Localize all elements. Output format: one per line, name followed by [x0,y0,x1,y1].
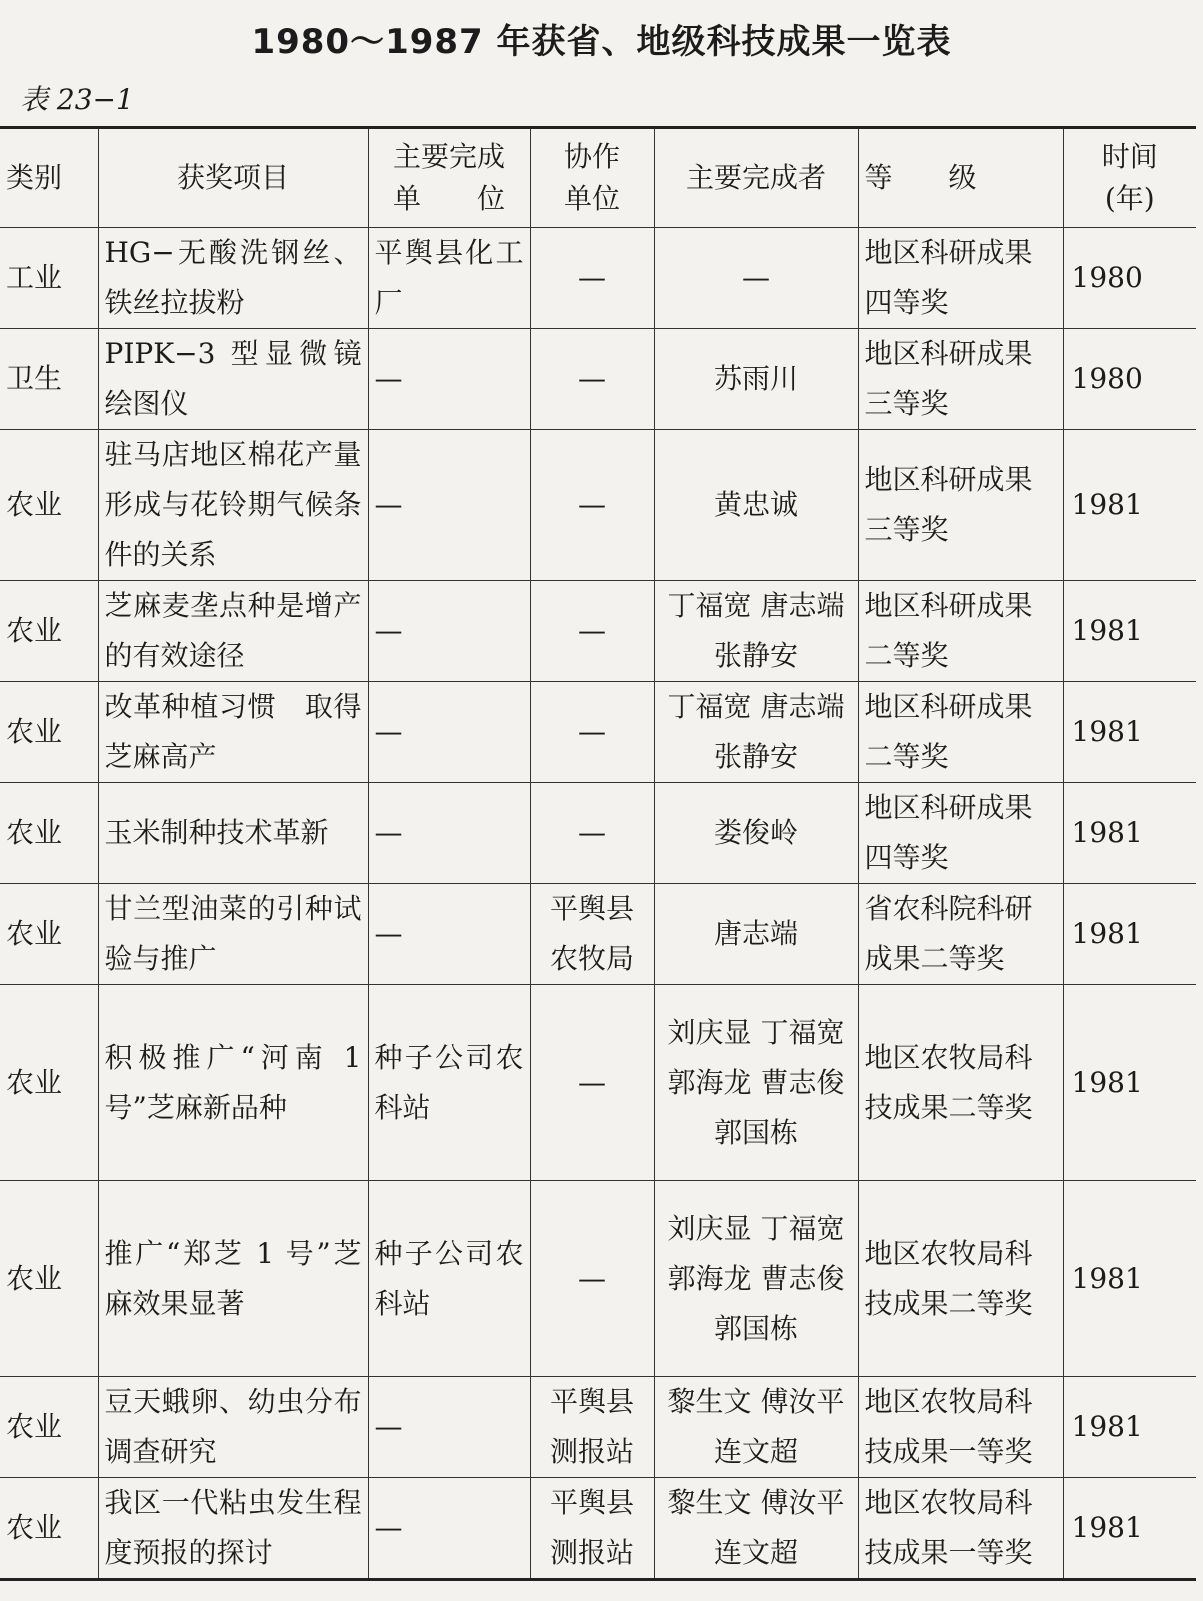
cell-cooperator: 平舆县测报站 [530,1478,654,1580]
cell-category: 农业 [0,581,98,682]
cell-year: 1981 [1063,1377,1196,1478]
cell-project: PIPK−3 型显微镜绘图仪 [98,329,368,430]
cell-grade: 地区农牧局科技成果二等奖 [858,985,1063,1181]
cell-grade: 地区农牧局科技成果二等奖 [858,1181,1063,1377]
header-unit-line1: 主要完成 [392,140,505,173]
cell-cooperator: — [530,1181,654,1377]
cell-grade: 地区科研成果二等奖 [858,682,1063,783]
cell-completers: 苏雨川 [654,329,858,430]
table-row [0,581,1196,682]
cell-unit: — [368,783,530,884]
cell-project: 甘兰型油菜的引种试验与推广 [98,884,368,985]
cell-grade: 地区科研成果四等奖 [858,783,1063,884]
cell-category: 农业 [0,430,98,581]
cell-category: 农业 [0,783,98,884]
table-row [0,1377,1196,1478]
cell-grade: 地区农牧局科技成果一等奖 [858,1377,1063,1478]
cell-year: 1981 [1063,430,1196,581]
table-header [0,128,1196,228]
cell-category: 农业 [0,1478,98,1580]
header-co-line1: 协作 [563,140,620,173]
header-project: 获奖项目 [98,128,368,228]
cell-project: 我区一代粘虫发生程度预报的探讨 [98,1478,368,1580]
cell-year: 1980 [1063,228,1196,329]
table-row [0,1478,1196,1580]
cell-cooperator: — [530,985,654,1181]
cell-completers: 丁福宽 唐志端 张静安 [654,581,858,682]
cell-cooperator: 平舆县测报站 [530,1377,654,1478]
cell-unit: — [368,884,530,985]
cell-year: 1981 [1063,1478,1196,1580]
header-unit [368,128,530,228]
cell-completers: 娄俊岭 [654,783,858,884]
header-year [1063,128,1196,228]
cell-project: 改革种植习惯 取得芝麻高产 [98,682,368,783]
cell-project: HG−无酸洗钢丝、铁丝拉拔粉 [98,228,368,329]
cell-year: 1981 [1063,783,1196,884]
cell-completers: 黄忠诚 [654,430,858,581]
cell-category: 农业 [0,1377,98,1478]
cell-category: 农业 [0,1181,98,1377]
cell-cooperator: — [530,581,654,682]
cell-completers: 黎生文 傅汝平 连文超 [654,1377,858,1478]
header-grade: 等 级 [858,128,1063,228]
cell-category: 农业 [0,682,98,783]
cell-unit: — [368,1377,530,1478]
table-row [0,783,1196,884]
cell-grade: 地区科研成果三等奖 [858,430,1063,581]
header-unit-line2: 单 位 [392,182,505,215]
cell-category: 农业 [0,884,98,985]
table-row [0,329,1196,430]
cell-project: 豆天蛾卵、幼虫分布调查研究 [98,1377,368,1478]
cell-year: 1981 [1063,884,1196,985]
cell-project: 驻马店地区棉花产量形成与花铃期气候条件的关系 [98,430,368,581]
cell-unit: — [368,682,530,783]
table-number: 表 23−1 [20,83,134,116]
cell-completers: 黎生文 傅汝平 连文超 [654,1478,858,1580]
cell-project: 玉米制种技术革新 [98,783,368,884]
cell-category: 卫生 [0,329,98,430]
cell-completers: 唐志端 [654,884,858,985]
cell-grade: 地区科研成果三等奖 [858,329,1063,430]
header-year-line2: (年) [1104,182,1155,215]
cell-year: 1981 [1063,581,1196,682]
cell-cooperator: — [530,682,654,783]
cell-unit: — [368,430,530,581]
table-title: 1980～1987 年获省、地级科技成果一览表 [251,22,952,62]
table-row [0,1181,1196,1377]
table-row [0,884,1196,985]
cell-project: 芝麻麦垄点种是增产的有效途径 [98,581,368,682]
table-row [0,228,1196,329]
cell-category: 工业 [0,228,98,329]
cell-completers: — [654,228,858,329]
cell-unit: — [368,329,530,430]
cell-grade: 省农科院科研成果二等奖 [858,884,1063,985]
cell-grade: 地区科研成果二等奖 [858,581,1063,682]
cell-grade: 地区农牧局科技成果一等奖 [858,1478,1063,1580]
cell-grade: 地区科研成果四等奖 [858,228,1063,329]
results-table [0,126,1196,1581]
cell-cooperator: — [530,783,654,884]
cell-category: 农业 [0,985,98,1181]
header-year-line1: 时间 [1101,140,1158,173]
header-co-line2: 单位 [563,182,620,215]
cell-cooperator: — [530,228,654,329]
header-row [0,128,1196,228]
cell-year: 1981 [1063,985,1196,1181]
cell-unit: — [368,581,530,682]
cell-unit: 种子公司农科站 [368,1181,530,1377]
cell-unit: — [368,1478,530,1580]
cell-completers: 丁福宽 唐志端 张静安 [654,682,858,783]
cell-completers: 刘庆显 丁福宽 郭海龙 曹志俊 郭国栋 [654,985,858,1181]
table-row [0,430,1196,581]
cell-year: 1981 [1063,682,1196,783]
table-body [0,228,1196,1580]
header-cooperator [530,128,654,228]
results-table-container [0,126,1196,1581]
cell-cooperator: — [530,430,654,581]
cell-project: 积极推广“河南 1 号”芝麻新品种 [98,985,368,1181]
table-row [0,682,1196,783]
header-category: 类别 [0,128,98,228]
header-completers: 主要完成者 [654,128,858,228]
cell-unit: 种子公司农科站 [368,985,530,1181]
table-row [0,985,1196,1181]
cell-cooperator: 平舆县农牧局 [530,884,654,985]
cell-year: 1981 [1063,1181,1196,1377]
cell-unit: 平舆县化工厂 [368,228,530,329]
cell-cooperator: — [530,329,654,430]
cell-project: 推广“郑芝 1 号”芝麻效果显著 [98,1181,368,1377]
cell-year: 1980 [1063,329,1196,430]
cell-completers: 刘庆显 丁福宽 郭海龙 曹志俊 郭国栋 [654,1181,858,1377]
